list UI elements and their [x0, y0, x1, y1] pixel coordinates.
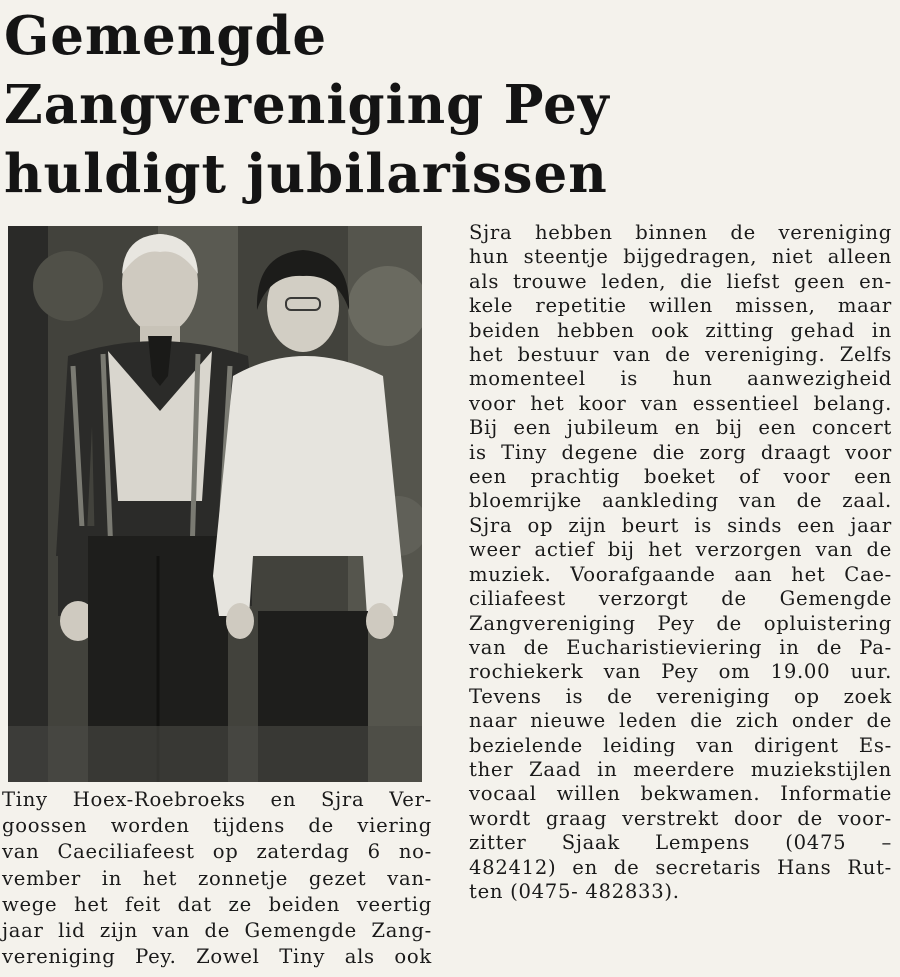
body-line: momenteel is hun aanwezigheid [469, 367, 892, 391]
headline-line: Gemengde [4, 5, 328, 67]
body-line: ciliafeest verzorgt de Gemengde [469, 587, 892, 611]
headline [4, 2, 784, 209]
caption-line: van Caeciliafeest op zaterdag 6 no- [2, 840, 432, 864]
photo-caption [2, 787, 432, 970]
headline-line: Zangvereniging Pey [4, 74, 610, 136]
caption-line: Tiny Hoex-Roebroeks en Sjra Ver- [2, 788, 432, 811]
caption-line: jaar lid zijn van de Gemengde Zang- [2, 919, 432, 943]
body-line: muziek. Voorafgaande aan het Cae- [469, 562, 892, 586]
body-line: als trouwe leden, die liefst geen en- [469, 269, 892, 293]
caption-line: vember in het zonnetje gezet van- [2, 866, 432, 890]
body-line: beiden hebben ook zitting gehad in [469, 318, 892, 342]
body-line: Zangvereniging Pey de opluistering [469, 611, 892, 635]
body-line: een prachtig boeket of voor een [469, 465, 892, 489]
headline-line: huldigt jubilarissen [4, 143, 608, 205]
article-body [469, 221, 892, 904]
caption-line: vereniging Pey. Zowel Tiny als ook [2, 945, 432, 969]
body-line: Sjra hebben binnen de vereniging [469, 221, 892, 244]
body-line: ther Zaad in meerdere muziekstijlen [469, 757, 892, 781]
body-line: kele repetitie willen missen, maar [469, 294, 892, 318]
body-line: hun steentje bijgedragen, niet alleen [469, 245, 892, 269]
body-line: voor het koor van essentieel belang. [469, 391, 892, 415]
body-line: Tevens is de vereniging op zoek [469, 684, 892, 708]
body-line: van de Eucharistieviering in de Pa- [469, 635, 892, 659]
body-line: vocaal willen bekwamen. Informatie [469, 782, 892, 806]
body-line: rochiekerk van Pey om 19.00 uur. [469, 660, 892, 684]
body-line: bloemrijke aankleding van de zaal. [469, 489, 892, 513]
body-line: zitter Sjaak Lempens (0475 – [469, 831, 892, 855]
body-line: weer actief bij het verzorgen van de [469, 538, 892, 562]
body-line: is Tiny degene die zorg draagt voor [469, 440, 892, 464]
body-line: Sjra op zijn beurt is sinds een jaar [469, 513, 892, 537]
body-line: naar nieuwe leden die zich onder de [469, 709, 892, 733]
body-line: het bestuur van de vereniging. Zelfs [469, 343, 892, 367]
body-line: ten (0475- 482833). [469, 879, 680, 903]
body-line: 482412) en de secretaris Hans Rut- [469, 855, 892, 879]
caption-line: wege het feit dat ze beiden veertig [2, 892, 432, 916]
caption-line: goossen worden tijdens de viering [2, 814, 432, 838]
body-line: Bij een jubileum en bij een concert [469, 416, 892, 440]
photo [8, 226, 422, 782]
body-line: bezielende leiding van dirigent Es- [469, 733, 892, 757]
photo-couple-icon [8, 226, 422, 782]
body-line: wordt graag verstrekt door de voor- [469, 806, 892, 830]
